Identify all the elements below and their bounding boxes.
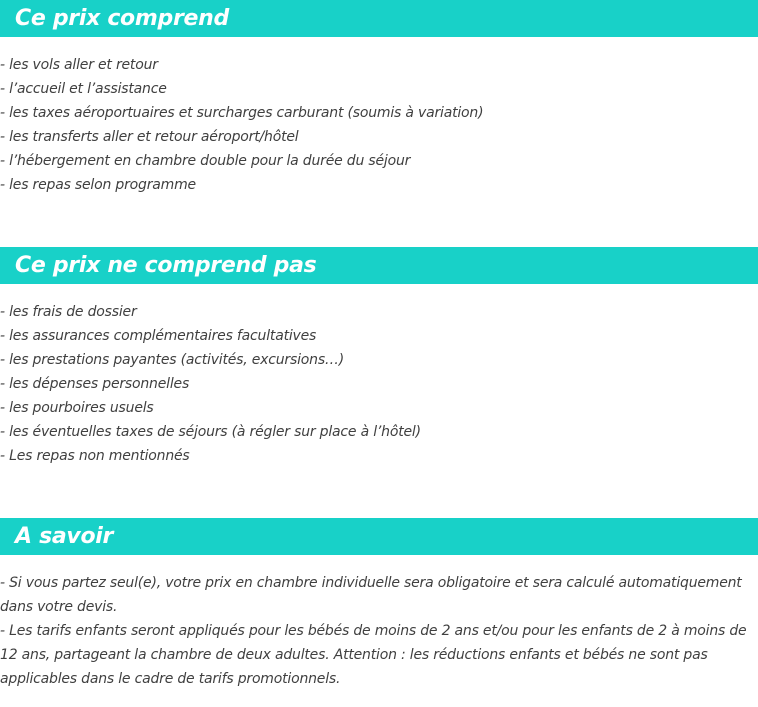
list-item: - les vols aller et retour bbox=[0, 57, 158, 73]
list-item: - Les tarifs enfants seront appliqués pour les bébés de moins de 2 ans et/ou pour les enfants de 2 à moins de 12 ans, partageant la chambre de deux adultes. Attention : les réductions enfants et bébés ne sont pas applicables dans le cadre de tarifs promotionnels. bbox=[0, 623, 747, 687]
list-item: - Les repas non mentionnés bbox=[0, 448, 190, 464]
list-item: - les prestations payantes (activités, excursions…) bbox=[0, 352, 344, 368]
section-title: Ce prix ne comprend pas bbox=[15, 253, 317, 278]
list-item: - les repas selon programme bbox=[0, 177, 196, 193]
section-header-included bbox=[0, 0, 758, 37]
included-list bbox=[0, 53, 756, 197]
list-item: - les transferts aller et retour aéroport/hôtel bbox=[0, 129, 299, 145]
section-header-good-to-know bbox=[0, 518, 758, 555]
list-item: - les dépenses personnelles bbox=[0, 376, 190, 392]
list-item: - les pourboires usuels bbox=[0, 400, 154, 416]
list-item: - les éventuelles taxes de séjours (à régler sur place à l’hôtel) bbox=[0, 424, 421, 440]
list-item: - l’hébergement en chambre double pour la durée du séjour bbox=[0, 153, 411, 169]
not-included-list bbox=[0, 300, 756, 468]
list-item: - les taxes aéroportuaires et surcharges carburant (soumis à variation) bbox=[0, 105, 484, 121]
section-header-not-included bbox=[0, 247, 758, 284]
list-item: - les assurances complémentaires facultatives bbox=[0, 328, 317, 344]
section-title: A savoir bbox=[15, 524, 114, 549]
good-to-know-list bbox=[0, 571, 756, 691]
list-item: - l’accueil et l’assistance bbox=[0, 81, 167, 97]
section-title: Ce prix comprend bbox=[15, 6, 229, 31]
list-item: - Si vous partez seul(e), votre prix en chambre individuelle sera obligatoire et sera calculé automatiquement dans votre devis. bbox=[0, 575, 742, 615]
list-item: - les frais de dossier bbox=[0, 304, 137, 320]
